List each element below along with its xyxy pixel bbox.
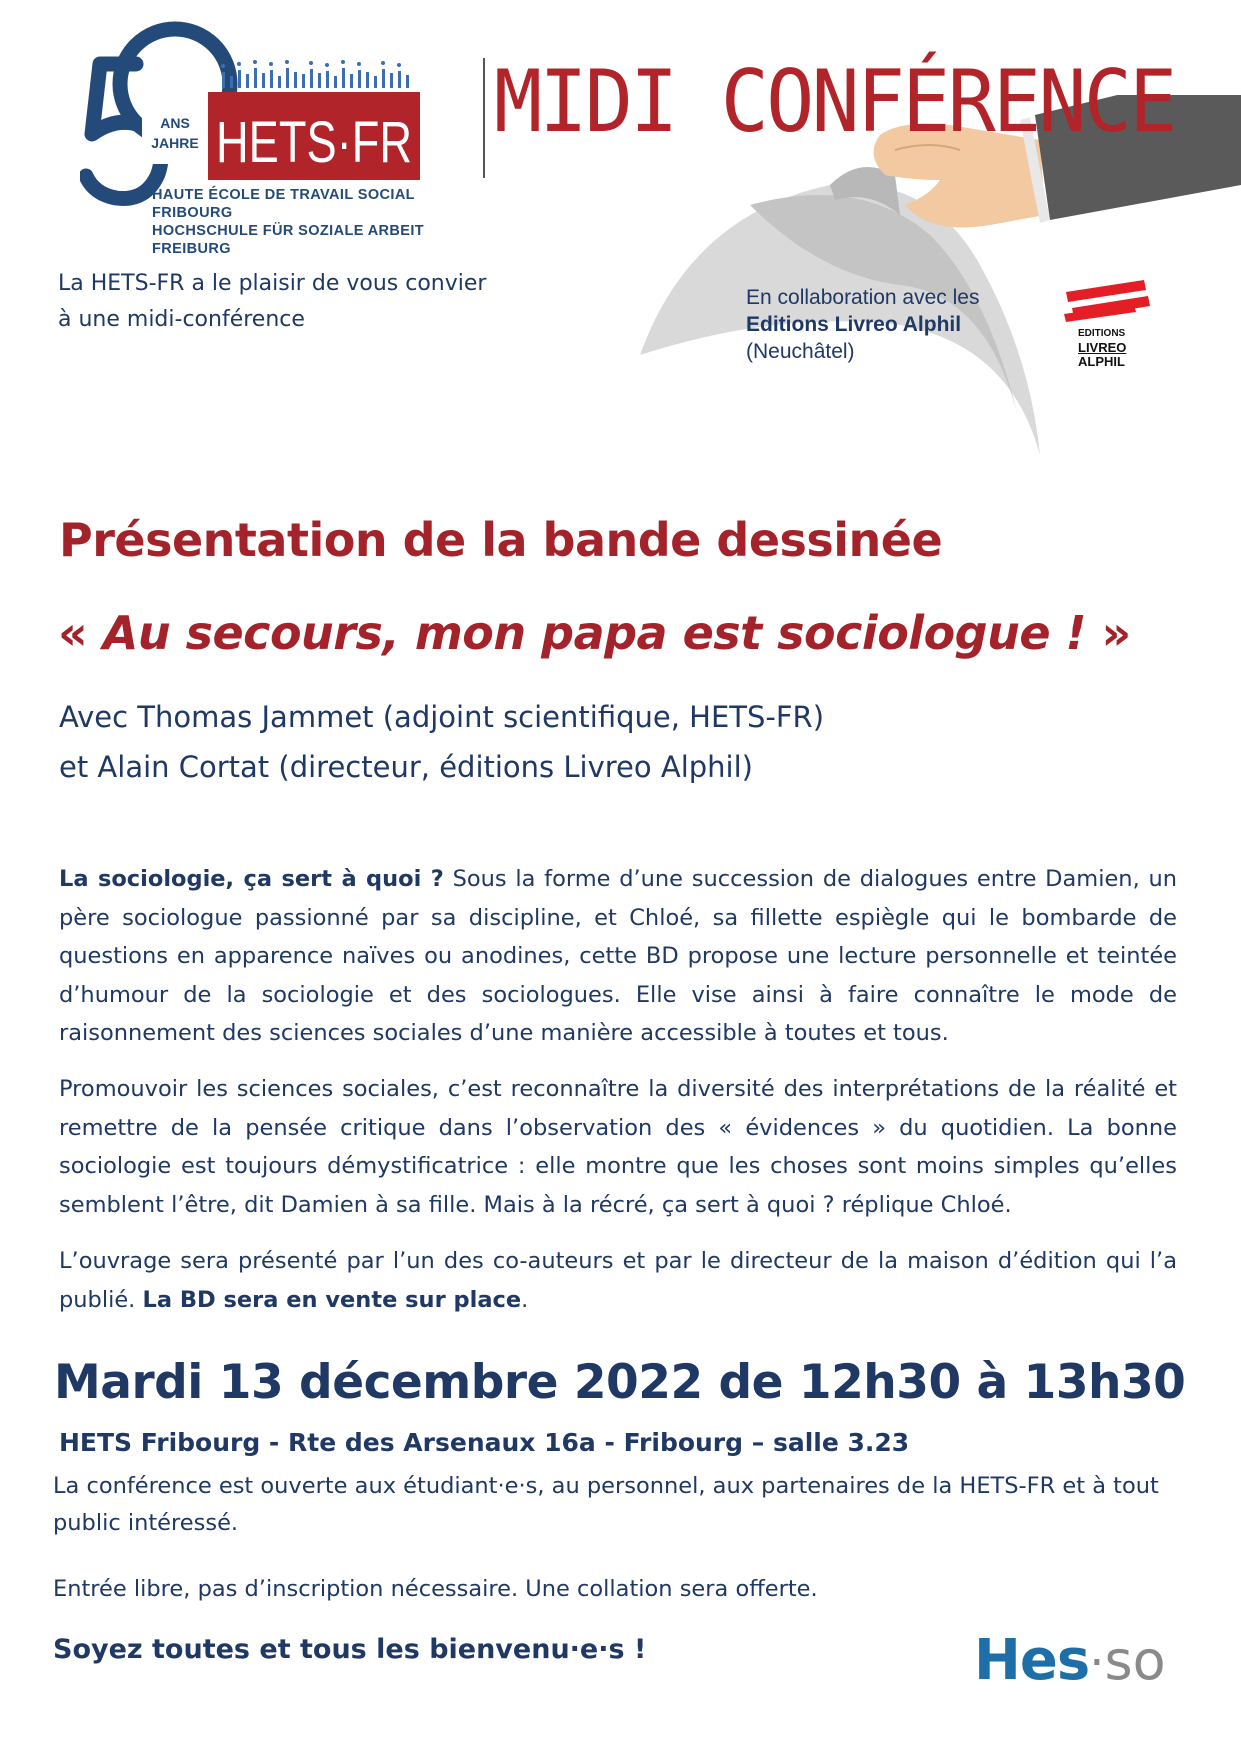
paragraph-promotion: Promouvoir les sciences sociales, c’est reconnaître la diversité des interprétations de la réalité et remettre de la pensée critique dans l’observation des « évidences » du quotidien. La bonne sociologie est toujours démystificatrice : elle montre que les choses sont moins simples qu’elles semblent l’être, dit Damien à sa fille. Mais à la récré, ça sert à quoi ? réplique Chloé. xyxy=(59,1076,1177,1218)
paragraph-presentation-text: L’ouvrage sera présenté par l’un des co-auteurs et par le directeur de la maison d’édition qui l’a publié. xyxy=(59,1248,1177,1313)
event-audience: La conférence est ouverte aux étudiant·e·s, au personnel, aux partenaires de la HETS-FR et à tout public intéressé. xyxy=(53,1473,1159,1536)
collaboration-line-1: En collaboration avec les xyxy=(746,286,980,309)
livreo-line-3: ALPHIL xyxy=(1078,354,1125,369)
quote-close: » xyxy=(1086,606,1131,660)
presentation-title: Présentation de la bande dessinée xyxy=(59,513,943,567)
event-date: Mardi 13 décembre 2022 de 12h30 à 13h30 xyxy=(54,1355,1186,1410)
speakers xyxy=(59,692,824,792)
paragraph-presentation-end: . xyxy=(521,1286,529,1313)
livreo-line-1: EDITIONS xyxy=(1078,328,1126,339)
quote-open: « xyxy=(58,606,103,660)
logo-jahre: JAHRE xyxy=(151,135,199,151)
paragraph-intro xyxy=(59,860,1177,1053)
speaker-line-1: Avec Thomas Jammet (adjoint scientifique, HETS-FR) xyxy=(59,700,825,734)
logo-bar-pattern xyxy=(222,68,409,88)
header-divider xyxy=(483,58,485,178)
logo-caption-fr: HAUTE ÉCOLE DE TRAVAIL SOCIAL FRIBOURG xyxy=(152,187,415,221)
paragraph-intro-text: Sous la forme d’une succession de dialogues entre Damien, un père sociologue passionné par sa discipline, et Chloé, sa fillette espiègle qui le bombarde de questions en apparence naïves ou anodines, cette BD propose une lecture personnelle et teintée d’humour de la sociologie et des sociologues. Elle vise ainsi à faire connaître le mode de raisonnement des sciences sociales d’une manière accessible à toutes et tous. xyxy=(59,866,1177,1046)
logo-ans: ANS xyxy=(160,115,190,131)
livreo-line-2: LIVREO xyxy=(1078,340,1127,355)
hes-so-main: Hes xyxy=(974,1628,1090,1693)
book-title xyxy=(58,606,1131,660)
hes-so-suffix: so xyxy=(1104,1629,1166,1692)
sale-note: La BD sera en vente sur place xyxy=(142,1286,522,1313)
livreo-alphil-wordmark xyxy=(1078,327,1126,369)
invitation-line-1: La HETS-FR a le plaisir de vous convier xyxy=(58,271,487,296)
event-entry: Entrée libre, pas d’inscription nécessaire. Une collation sera offerte. xyxy=(53,1576,818,1602)
event-type-heading: MIDI CONFÉRENCE xyxy=(494,52,1175,152)
paragraph-presentation xyxy=(59,1242,1177,1319)
collaboration-publisher: Editions Livreo Alphil xyxy=(746,313,962,336)
hes-so-dot: · xyxy=(1089,1635,1105,1691)
logo-caption-de: HOCHSCHULE FÜR SOZIALE ARBEIT FREIBURG xyxy=(152,223,425,257)
event-venue: HETS Fribourg - Rte des Arsenaux 16a - Fribourg – salle 3.23 xyxy=(59,1428,910,1457)
hes-so-logo xyxy=(974,1628,1166,1693)
speaker-line-2: et Alain Cortat (directeur, éditions Livreo Alphil) xyxy=(59,750,753,784)
collaboration-note xyxy=(746,284,979,365)
logo-brand: HETS·FR xyxy=(216,110,412,175)
invitation-text xyxy=(58,266,486,338)
invitation-line-2: à une midi-conférence xyxy=(58,307,305,332)
book-title-text: Au secours, mon papa est sociologue ! xyxy=(102,606,1087,660)
collaboration-city: (Neuchâtel) xyxy=(746,340,855,363)
paragraph-intro-lead: La sociologie, ça sert à quoi ? xyxy=(59,866,444,892)
logo-caption xyxy=(152,186,482,258)
welcome-message: Soyez toutes et tous les bienvenu·e·s ! xyxy=(53,1634,647,1665)
